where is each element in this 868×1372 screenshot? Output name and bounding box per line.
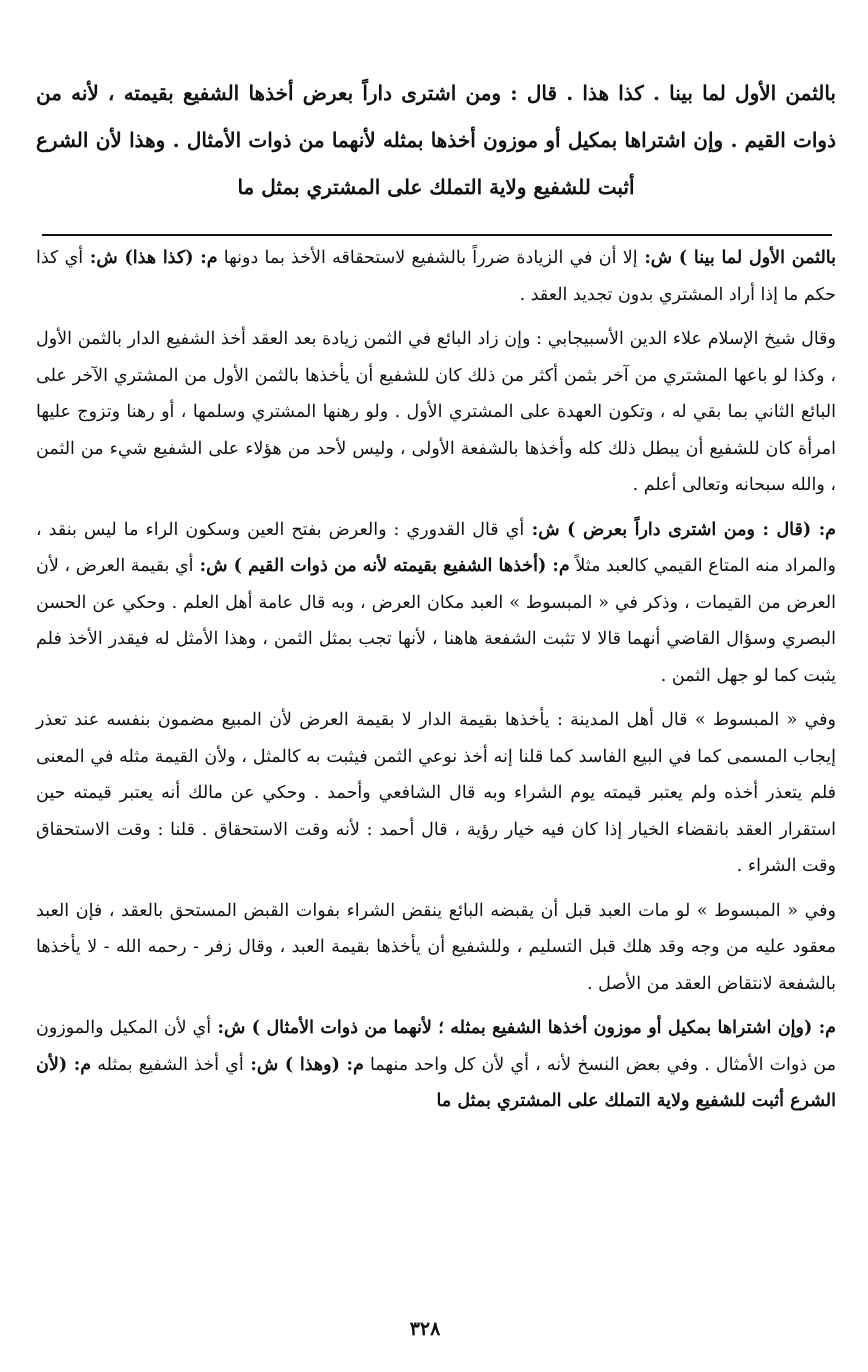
text-segment: أي قال القدوري : والعرض بفتح العين وسكون الراء ما ليس بنقد ، والمراد منه المتاع القيمي كالعبد مثلاً	[36, 519, 836, 576]
text-segment: بالثمن الأول لما بينا ) ش:	[637, 248, 837, 268]
text-segment: م: (أخذها الشفيع بقيمته لأنه من ذوات القيم ) ش:	[193, 556, 570, 576]
text-segment: أي لأن المكيل والموزون من ذوات الأمثال . وفي بعض النسخ لأنه ، أي لأن كل واحد منهما	[36, 1018, 836, 1075]
commentary-paragraph	[36, 1010, 836, 1120]
text-segment: م: (كذا هذا) ش:	[83, 248, 218, 268]
text-segment: م: (وإن اشتراها بمكيل أو موزون أخذها الشفيع بمثله ؛ لأنهما من ذوات الأمثال ) ش:	[211, 1018, 836, 1038]
text-segment: أي كذا حكم ما إذا أراد المشتري بدون تجديد العقد .	[36, 248, 836, 305]
text-segment: أي بقيمة العرض ، لأن العرض من القيمات ، وذكر في « المبسوط » العبد مكان العرض ، وبه قال عامة أهل العلم . وحكي عن الحسن البصري وسؤال القاضي أنهما قالا لا تثبت الشفعة هاهنا ، لأنها تجب بمثل الثمن ، وهذا الأمثل له فيقدر الأخذ فلم يثبت كما لو جهل الثمن .	[36, 556, 836, 686]
commentary-paragraph	[36, 893, 836, 1003]
commentary-paragraph	[36, 702, 836, 885]
commentary-paragraph	[36, 240, 836, 313]
commentary	[36, 240, 836, 1128]
text-segment: م: (وهذا ) ش:	[243, 1054, 364, 1075]
commentary-paragraph	[36, 512, 836, 695]
text-segment: م: (لأن الشرع أثبت للشفيع ولاية التملك على المشتري بمثل ما	[36, 1054, 836, 1111]
matn-text: بالثمن الأول لما بينا . كذا هذا . قال : ومن اشترى داراً بعرض أخذها الشفيع بقيمته ، لأنه من ذوات القيم . وإن اشتراها بمكيل أو موزون أخذها بمثله لأنهما من ذوات الأمثال . وهذا لأن الشرع أثبت للشفيع ولاية التملك على المشتري بمثل ما	[36, 81, 836, 199]
text-segment: وفي « المبسوط » لو مات العبد قبل أن يقبضه البائع ينقض الشراء بفوات القبض المستحق بالعقد ، فإن العبد معقود عليه من وجه وقد هلك قبل التسليم ، وللشفيع أن يأخذها بقيمة العبد ، وقال زفر - رحمه الله - لا يأخذها بالشفعة لانتقاض العقد من الأصل .	[36, 900, 836, 994]
commentary-paragraph	[36, 321, 836, 504]
text-segment: أي أخذ الشفيع بمثله	[91, 1054, 244, 1075]
text-segment: وقال شيخ الإسلام علاء الدين الأسبيجابي : وإن زاد البائع في الثمن زيادة بعد العقد أخذ الشفيع الدار بالثمن الأول ، وكذا لو باعها المشتري من آخر بثمن أكثر من ذلك كان للشفيع أن يأخذها بالثمن الأول من المشتري الآخر على البائع الثاني بما بقي له ، وتكون العهدة على المشتري الأول . ولو رهنها المشتري وسلمها ، أو رهنا وتزوج عليها امرأة كان للشفيع أن يبطل ذلك كله وأخذها بالشفعة الأولى ، وليس لأحد من هؤلاء على الشفيع شيء من الثمن ، والله سبحانه وتعالى أعلم .	[36, 329, 836, 495]
text-segment: وفي « المبسوط » قال أهل المدينة : يأخذها بقيمة الدار لا بقيمة العرض لأن المبيع مضمون بنفسه عند تعذر إيجاب المسمى كما في البيع الفاسد كما قلنا إنه أخذ نوعي الثمن فيثبت به كالمثل ، ولأن القيمة مثله في المعنى فلم يتعذر أخذه ولم يعتبر قيمته يوم الشراء وبه قال الشافعي وأحمد . وحكي عن مالك أنه يعتبر قيمته حين استقرار العقد بانقضاء الخيار إذا كان فيه خيار رؤية ، قال أحمد : لأنه وقت الاستحقاق . قلنا : وقت الاستحقاق وقت الشراء .	[36, 710, 836, 876]
page-number: ٣٢٨	[409, 1318, 441, 1340]
text-segment: م: (قال : ومن اشترى داراً بعرض ) ش:	[524, 519, 836, 540]
text-segment: إلا أن في الزيادة ضرراً بالشفيع لاستحقاقه الأخذ بما دونها	[217, 248, 638, 268]
separator-rule	[42, 234, 832, 236]
